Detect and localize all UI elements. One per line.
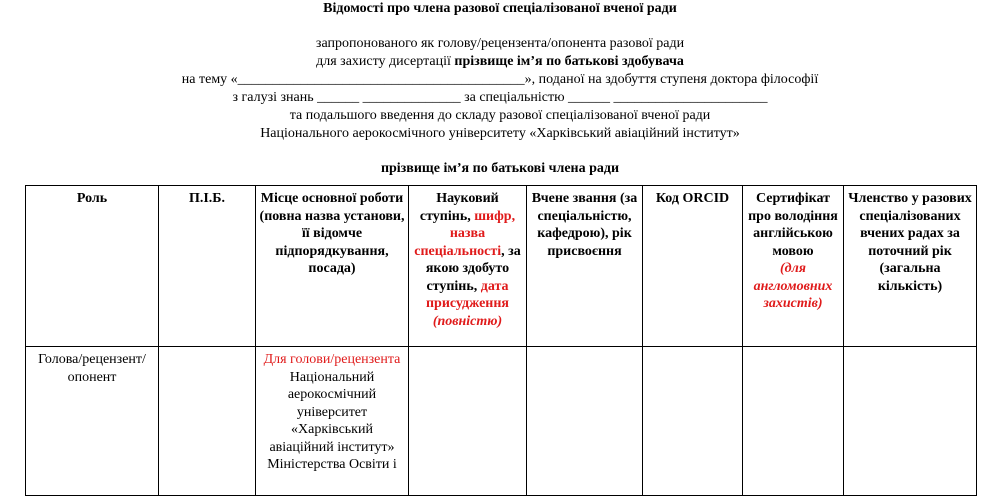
applicant-name-placeholder: прізвище ім’я по батькові здобувача [454,54,684,69]
workplace-text: Національний аерокосмічний університет «Харківський авіаційний інститут» Міністерства Освіти і [267,369,397,472]
header-certificate [743,186,844,347]
cell-orcid[interactable] [643,347,743,496]
cell-role[interactable]: Голова/рецензент/ опонент [26,347,159,496]
cell-certificate[interactable] [743,347,844,496]
degree-text-b: , за якою здобуто ступінь, [425,243,521,294]
document-title: Відомості про члена разової спеціалізованої вченої ради [323,1,677,16]
field-specialty-line: з галузі знань ______ ______________ за спеціальністю ______ ______________________ [232,90,768,105]
degree-full-note: (повністю) [432,313,503,329]
table-header-row [26,186,977,347]
dissertation-prefix: для захисту дисертації [316,54,455,69]
degree-specialty-red: шифр, назва спеціальності [414,208,516,259]
header-role: Роль [26,186,159,347]
header-degree [409,186,527,347]
dissertation-line [0,53,1000,71]
cell-workplace[interactable] [256,347,409,496]
degree-date-red: дата присудження [425,278,510,311]
cell-academic-title[interactable] [527,347,643,496]
header-name: П.І.Б. [159,186,256,347]
cell-membership[interactable] [844,347,977,496]
proposal-line: запропонованого як голову/рецензента/опонента разової ради [315,36,685,51]
cell-degree[interactable] [409,347,527,496]
cell-name[interactable] [159,347,256,496]
certificate-note: (для англомовних захистів) [753,261,833,311]
header-membership: Членство у разових спеціалізованих вчених радах за поточний рік (загальна кількість) [844,186,977,347]
council-line: та подальшого введення до складу разової спеціалізованої вченої ради [289,108,711,123]
member-info-table [25,185,977,496]
member-heading: прізвище ім’я по батькові члена ради [380,161,620,176]
degree-text-a: Науковий ступінь, [419,191,499,224]
university-line: Національного аерокосмічного університету «Харківський авіаційний інститут» [260,126,740,141]
header-workplace: Місце основної роботи (повна назва установи, її відомче підпорядкування, посада) [256,186,409,347]
workplace-note: Для голови/рецензента [263,352,401,367]
certificate-text: Сертифікат про володіння англійською мовою [748,191,838,259]
header-orcid: Код ORCID [643,186,743,347]
topic-line: на тему «_________________________________________», поданої на здобуття ступеня доктора філософії [181,72,819,87]
header-academic-title: Вчене звання (за спеціальністю, кафедрою), рік присвоєння [527,186,643,347]
table-row [26,347,977,496]
